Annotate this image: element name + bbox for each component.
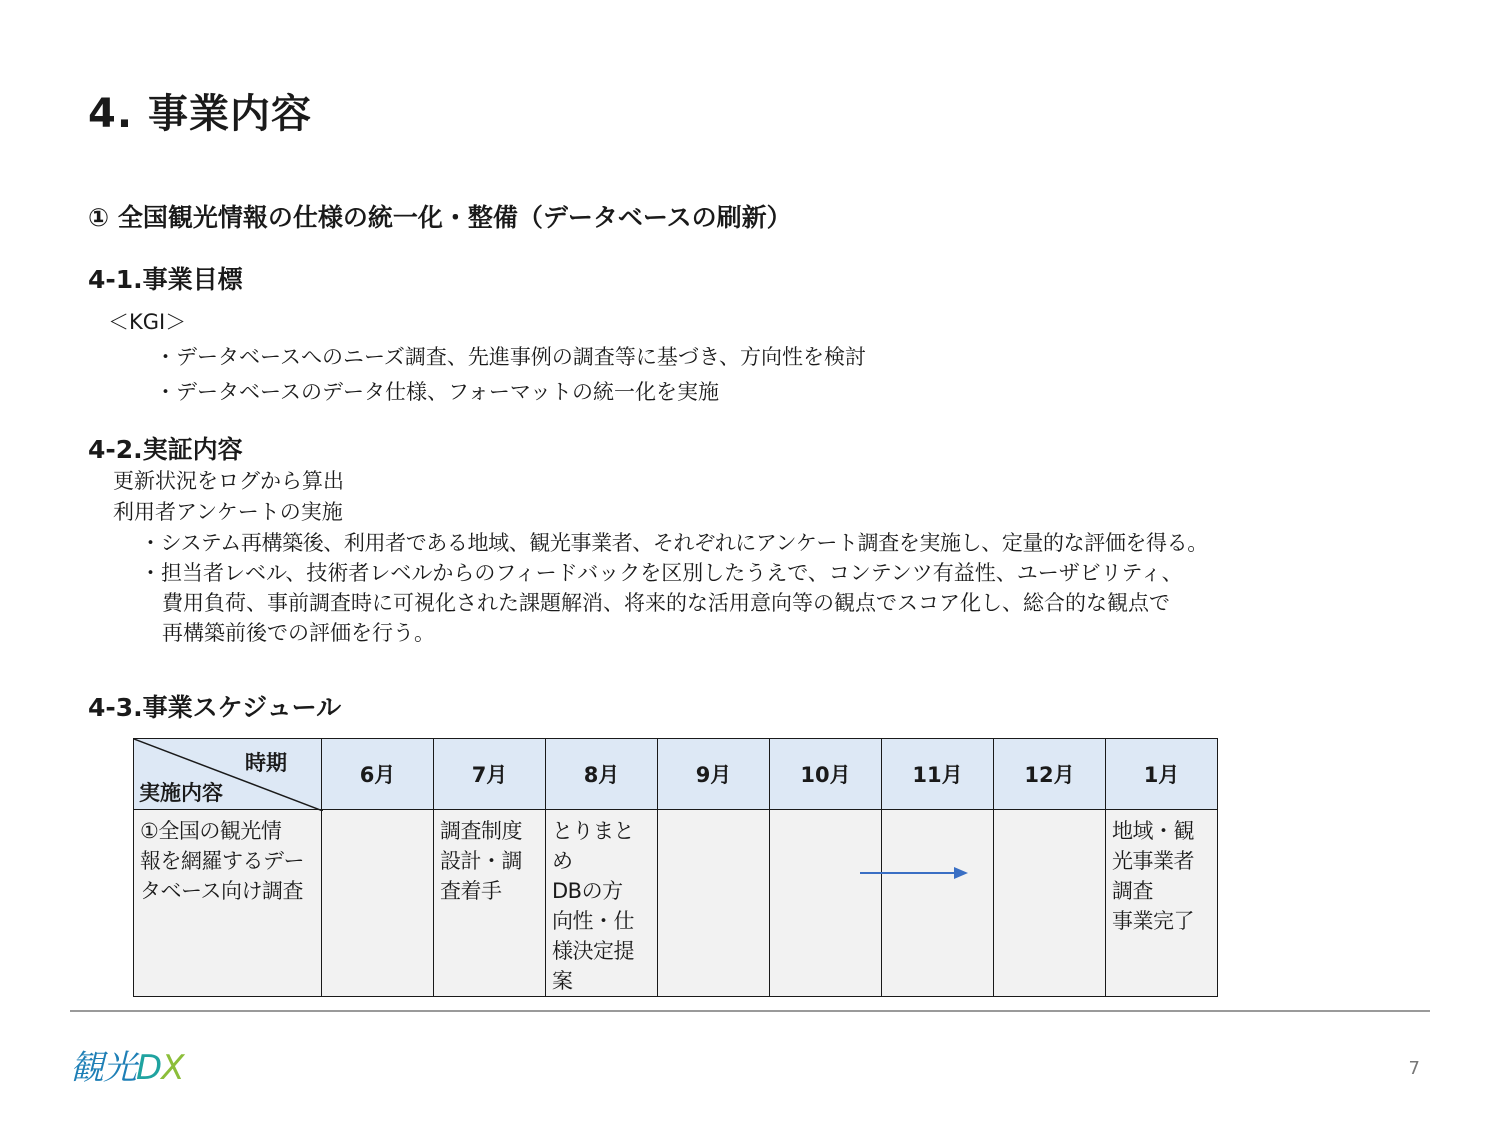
month-header: 12月 [994,739,1106,810]
schedule-cell [322,810,434,997]
month-header: 7月 [434,739,546,810]
schedule-table [133,738,1218,997]
corner-content-label: 実施内容 [139,781,223,805]
section-subtitle: ① 全国観光情報の仕様の統一化・整備（データベースの刷新） [88,203,792,232]
row-label: ①全国の観光情 報を網羅するデー タベース向け調査 [134,810,322,997]
progress-arrow-icon [860,866,970,880]
heading-business-goal: 4-1.事業目標 [88,265,243,294]
month-header: 8月 [546,739,658,810]
corner-period-label: 時期 [245,751,287,775]
schedule-cell [994,810,1106,997]
schedule-header-row [134,739,1218,810]
kanko-dx-logo [70,1040,183,1089]
corner-header [134,739,322,810]
month-header: 1月 [1106,739,1218,810]
logo-x: X [161,1048,184,1088]
verification-line: ・担当者レベル、技術者レベルからのフィードバックを区別したうえで、コンテンツ有益性、ユーザビリティ、 [140,561,1183,585]
logo-d: D [136,1048,162,1088]
heading-schedule: 4-3.事業スケジュール [88,693,342,722]
schedule-row [134,810,1218,997]
schedule-cell: 調査制度 設計・調 査着手 [434,810,546,997]
goal-item: ・データベースのデータ仕様、フォーマットの統一化を実施 [155,380,720,404]
month-header: 11月 [882,739,994,810]
verification-line: 更新状況をログから算出 [113,469,344,493]
month-header: 9月 [658,739,770,810]
page-number: 7 [1408,1058,1420,1079]
verification-line: 費用負荷、事前調査時に可視化された課題解消、将来的な活用意向等の観点でスコア化し、総合的な観点で [162,591,1170,615]
verification-line: 再構築前後での評価を行う。 [162,621,435,645]
footer-divider [70,1010,1430,1012]
schedule-cell [882,810,994,997]
verification-line: ・システム再構築後、利用者である地域、観光事業者、それぞれにアンケート調査を実施し、定量的な評価を得る。 [140,531,1208,555]
logo-kanji: 観光 [70,1048,136,1088]
month-header: 10月 [770,739,882,810]
schedule-cell: とりまとめ DBの方 向性・仕 様決定提 案 [546,810,658,997]
goal-item: ・データベースへのニーズ調査、先進事例の調査等に基づき、方向性を検討 [155,345,867,369]
page-title: 4. 事業内容 [88,91,312,137]
month-header: 6月 [322,739,434,810]
heading-verification: 4-2.実証内容 [88,435,243,464]
schedule-cell [770,810,882,997]
verification-line: 利用者アンケートの実施 [113,500,343,524]
schedule-cell: 地域・観 光事業者 調査 事業完了 [1106,810,1218,997]
schedule-cell [658,810,770,997]
kgi-label: ＜KGI＞ [108,310,187,334]
